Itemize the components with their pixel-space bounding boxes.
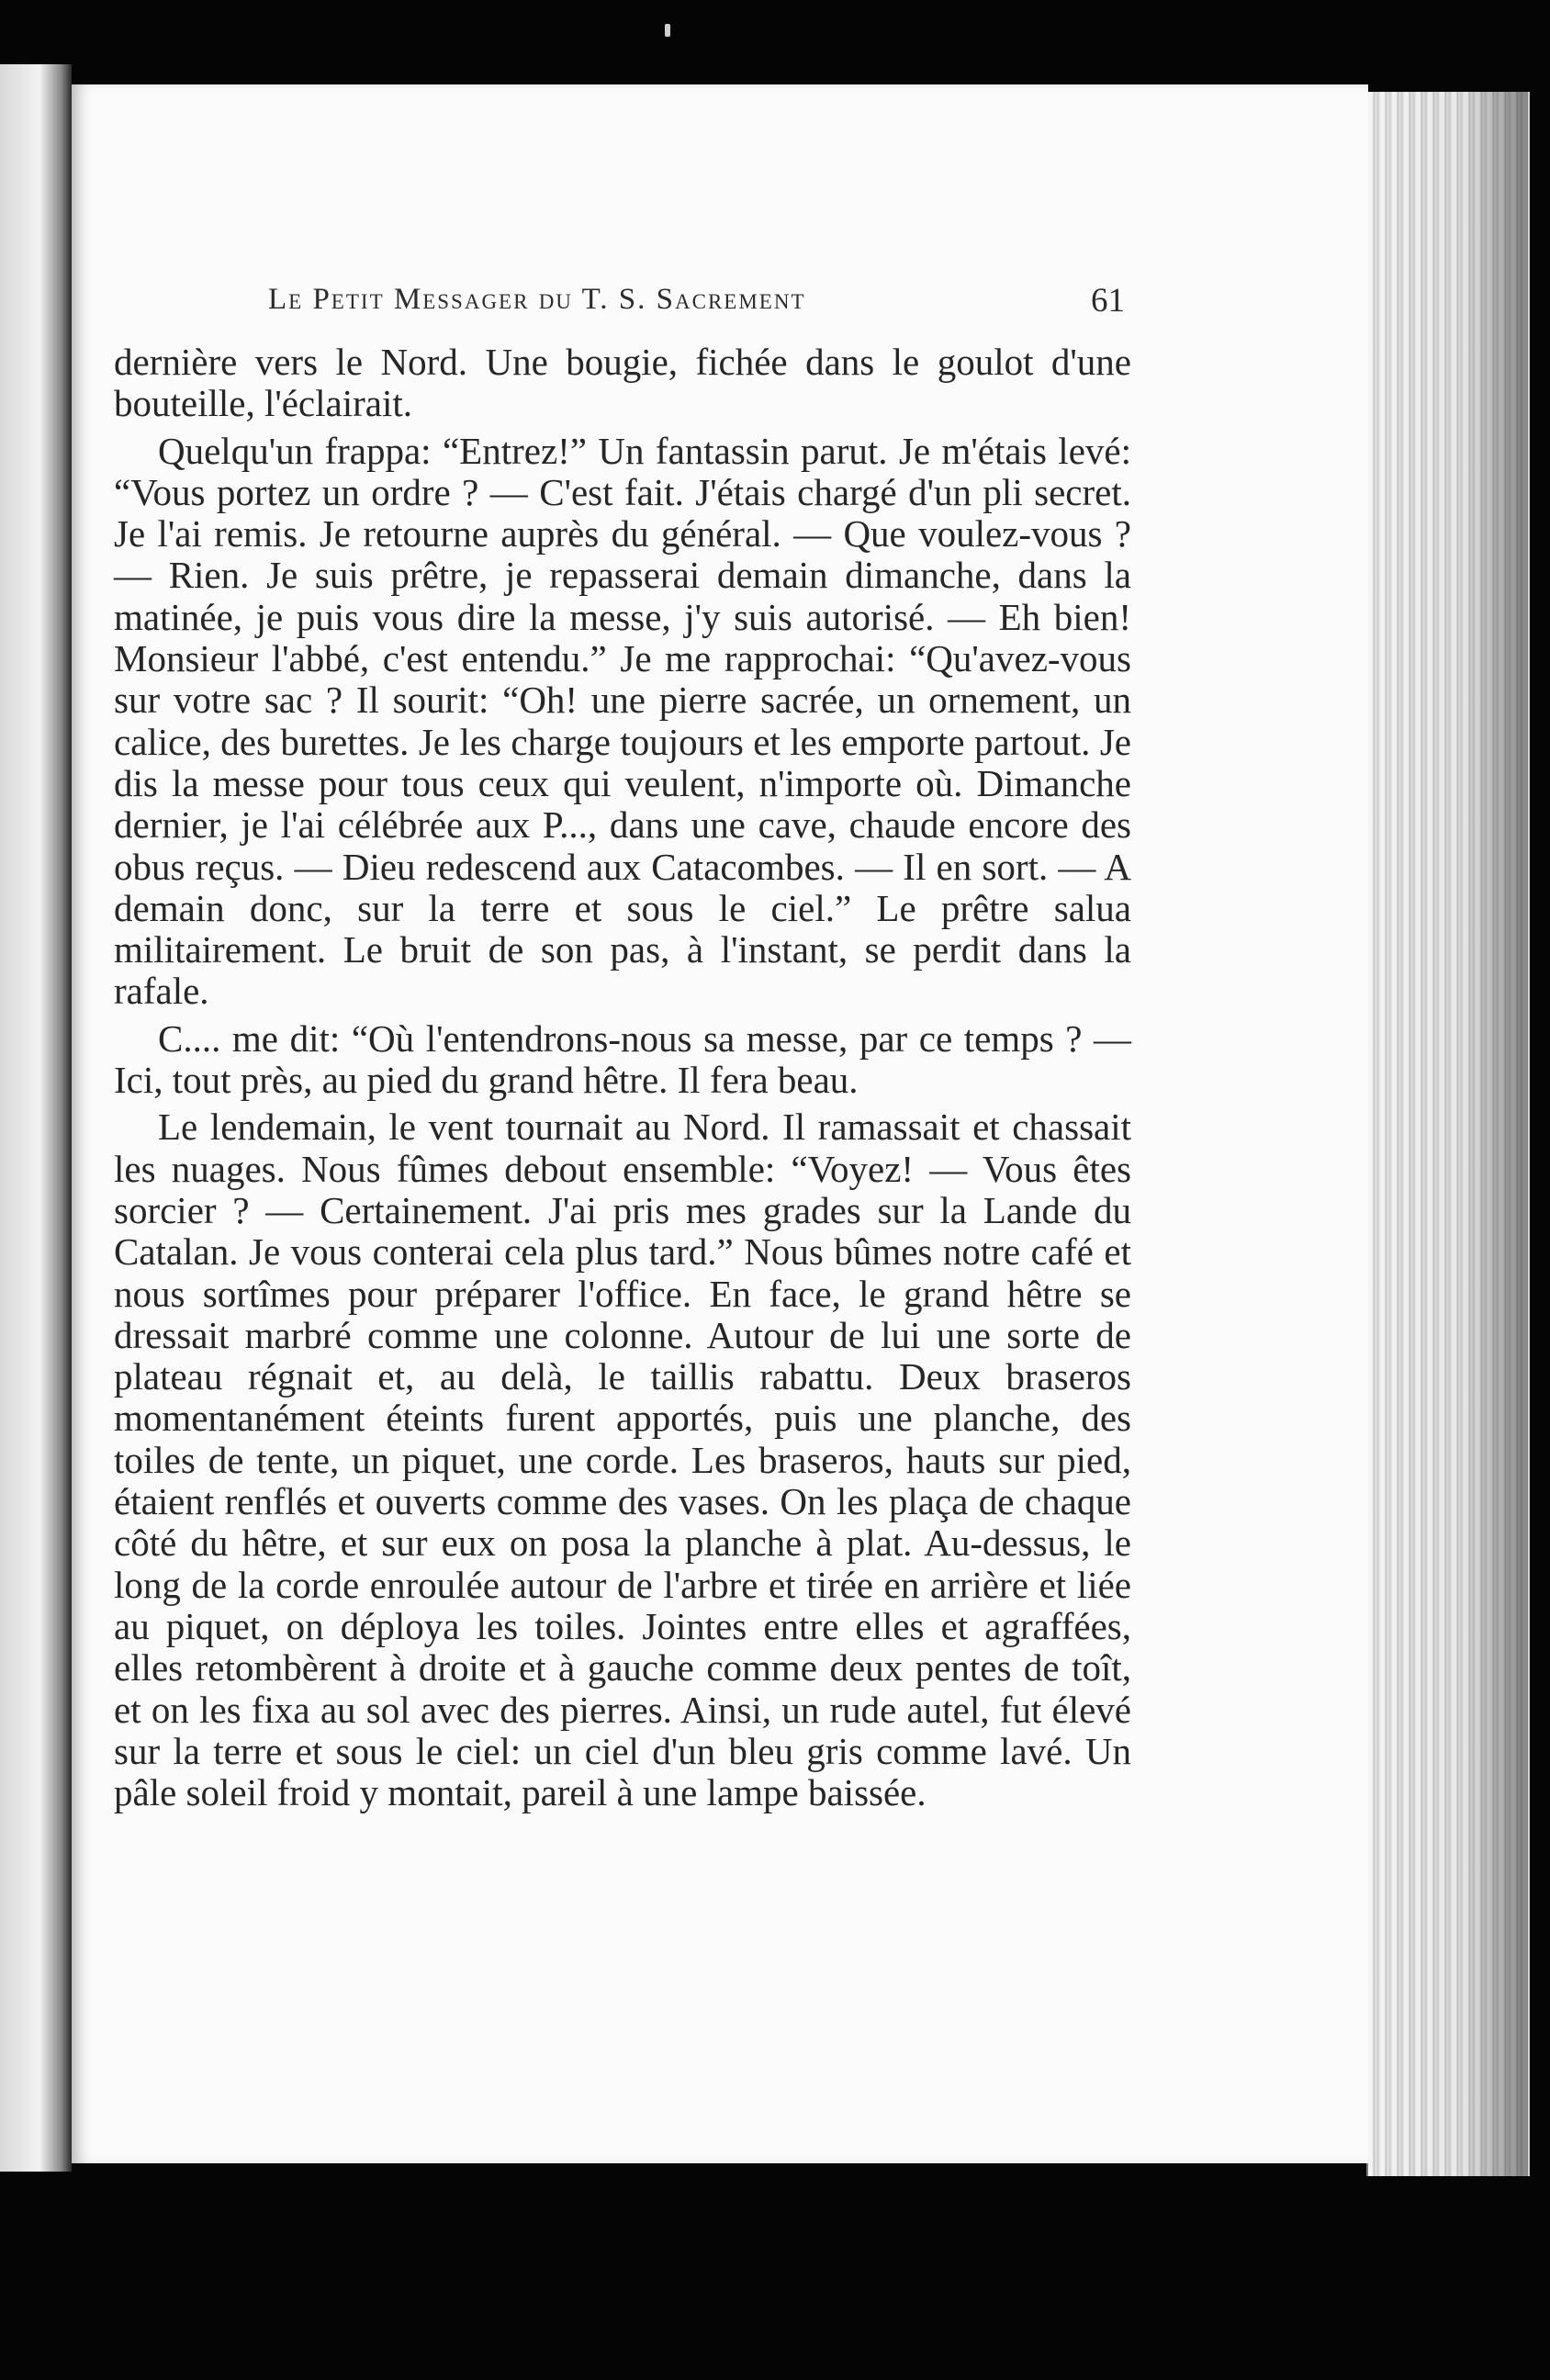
paragraph: Quelqu'un frappa: “Entrez!” Un fantassin parut. Je m'étais levé: “Vous portez un ordre ? — C'est fait. J'étais chargé d'un pli secret. Je l'ai remis. Je retourne auprès du général. — Que voulez-vous ? — Rien. Je suis prêtre, je repasserai demain dimanche, dans la matinée, je puis vous dire la messe, j'y suis autorisé. — Eh bien! Monsieur l'abbé, c'est entendu.” Je me rapprochai: “Qu'avez-vous sur votre sac ? Il sourit: “Oh! une pierre sacrée, un ornement, un calice, des burettes. Je les charge toujours et les emporte partout. Je dis la messe pour tous ceux qui veulent, n'importe où. Dimanche dernier, je l'ai célébrée aux P..., dans une cave, chaude encore des obus reçus. — Dieu redescend aux Catacombes. — Il en sort. — A demain donc, sur la terre et sous le ciel.” Le prêtre salua militairement. Le bruit de son pas, à l'instant, se perdit dans la rafale. [114, 429, 1131, 1013]
paragraph: dernière vers le Nord. Une bougie, fichée dans le goulot d'une bouteille, l'éclairait. [114, 341, 1131, 425]
paragraph: C.... me dit: “Où l'entendrons-nous sa messe, par ce temps ? — Ici, tout près, au pied du grand hêtre. Il fera beau. [114, 1016, 1131, 1102]
body-text [114, 342, 1131, 1819]
fore-edge-shadow [1366, 92, 1528, 2176]
facing-page-edge [0, 64, 72, 2172]
page-number: 61 [1091, 282, 1125, 320]
running-header: Le Petit Messager du T. S. Sacrement [268, 283, 806, 316]
dust-speck [665, 24, 670, 37]
paragraph: Le lendemain, le vent tournait au Nord. Il ramassait et chassait les nuages. Nous fûmes debout ensemble: “Voyez! — Vous êtes sorcier ? — Certainement. J'ai pris mes grades sur la Lande du Catalan. Je vous conterai cela plus tard.” Nous bûmes notre café et nous sortîmes pour préparer l'office. En face, le grand hêtre se dressait marbré comme une colonne. Autour de lui une sorte de plateau régnait et, au delà, le taillis rabattu. Deux braseros momentanément éteints furent apportés, puis une planche, des toiles de tente, un piquet, une corde. Les braseros, hauts sur pied, étaient renflés et ouverts comme des vases. On les plaça de chaque côté du hêtre, et sur eux on posa la planche à plat. Au-dessus, le long de la corde enroulée autour de l'arbre et tirée en arrière et liée au piquet, on déploya les toiles. Jointes entre elles et agraffées, elles retombèrent à droite et à gauche comme deux pentes de toît, et on les fixa au sol avec des pierres. Ainsi, un rude autel, fut élevé sur la terre et sous le ciel: un ciel d'un bleu gris comme lavé. Un pâle soleil froid y montait, pareil à une lampe baissée. [114, 1106, 1131, 1814]
